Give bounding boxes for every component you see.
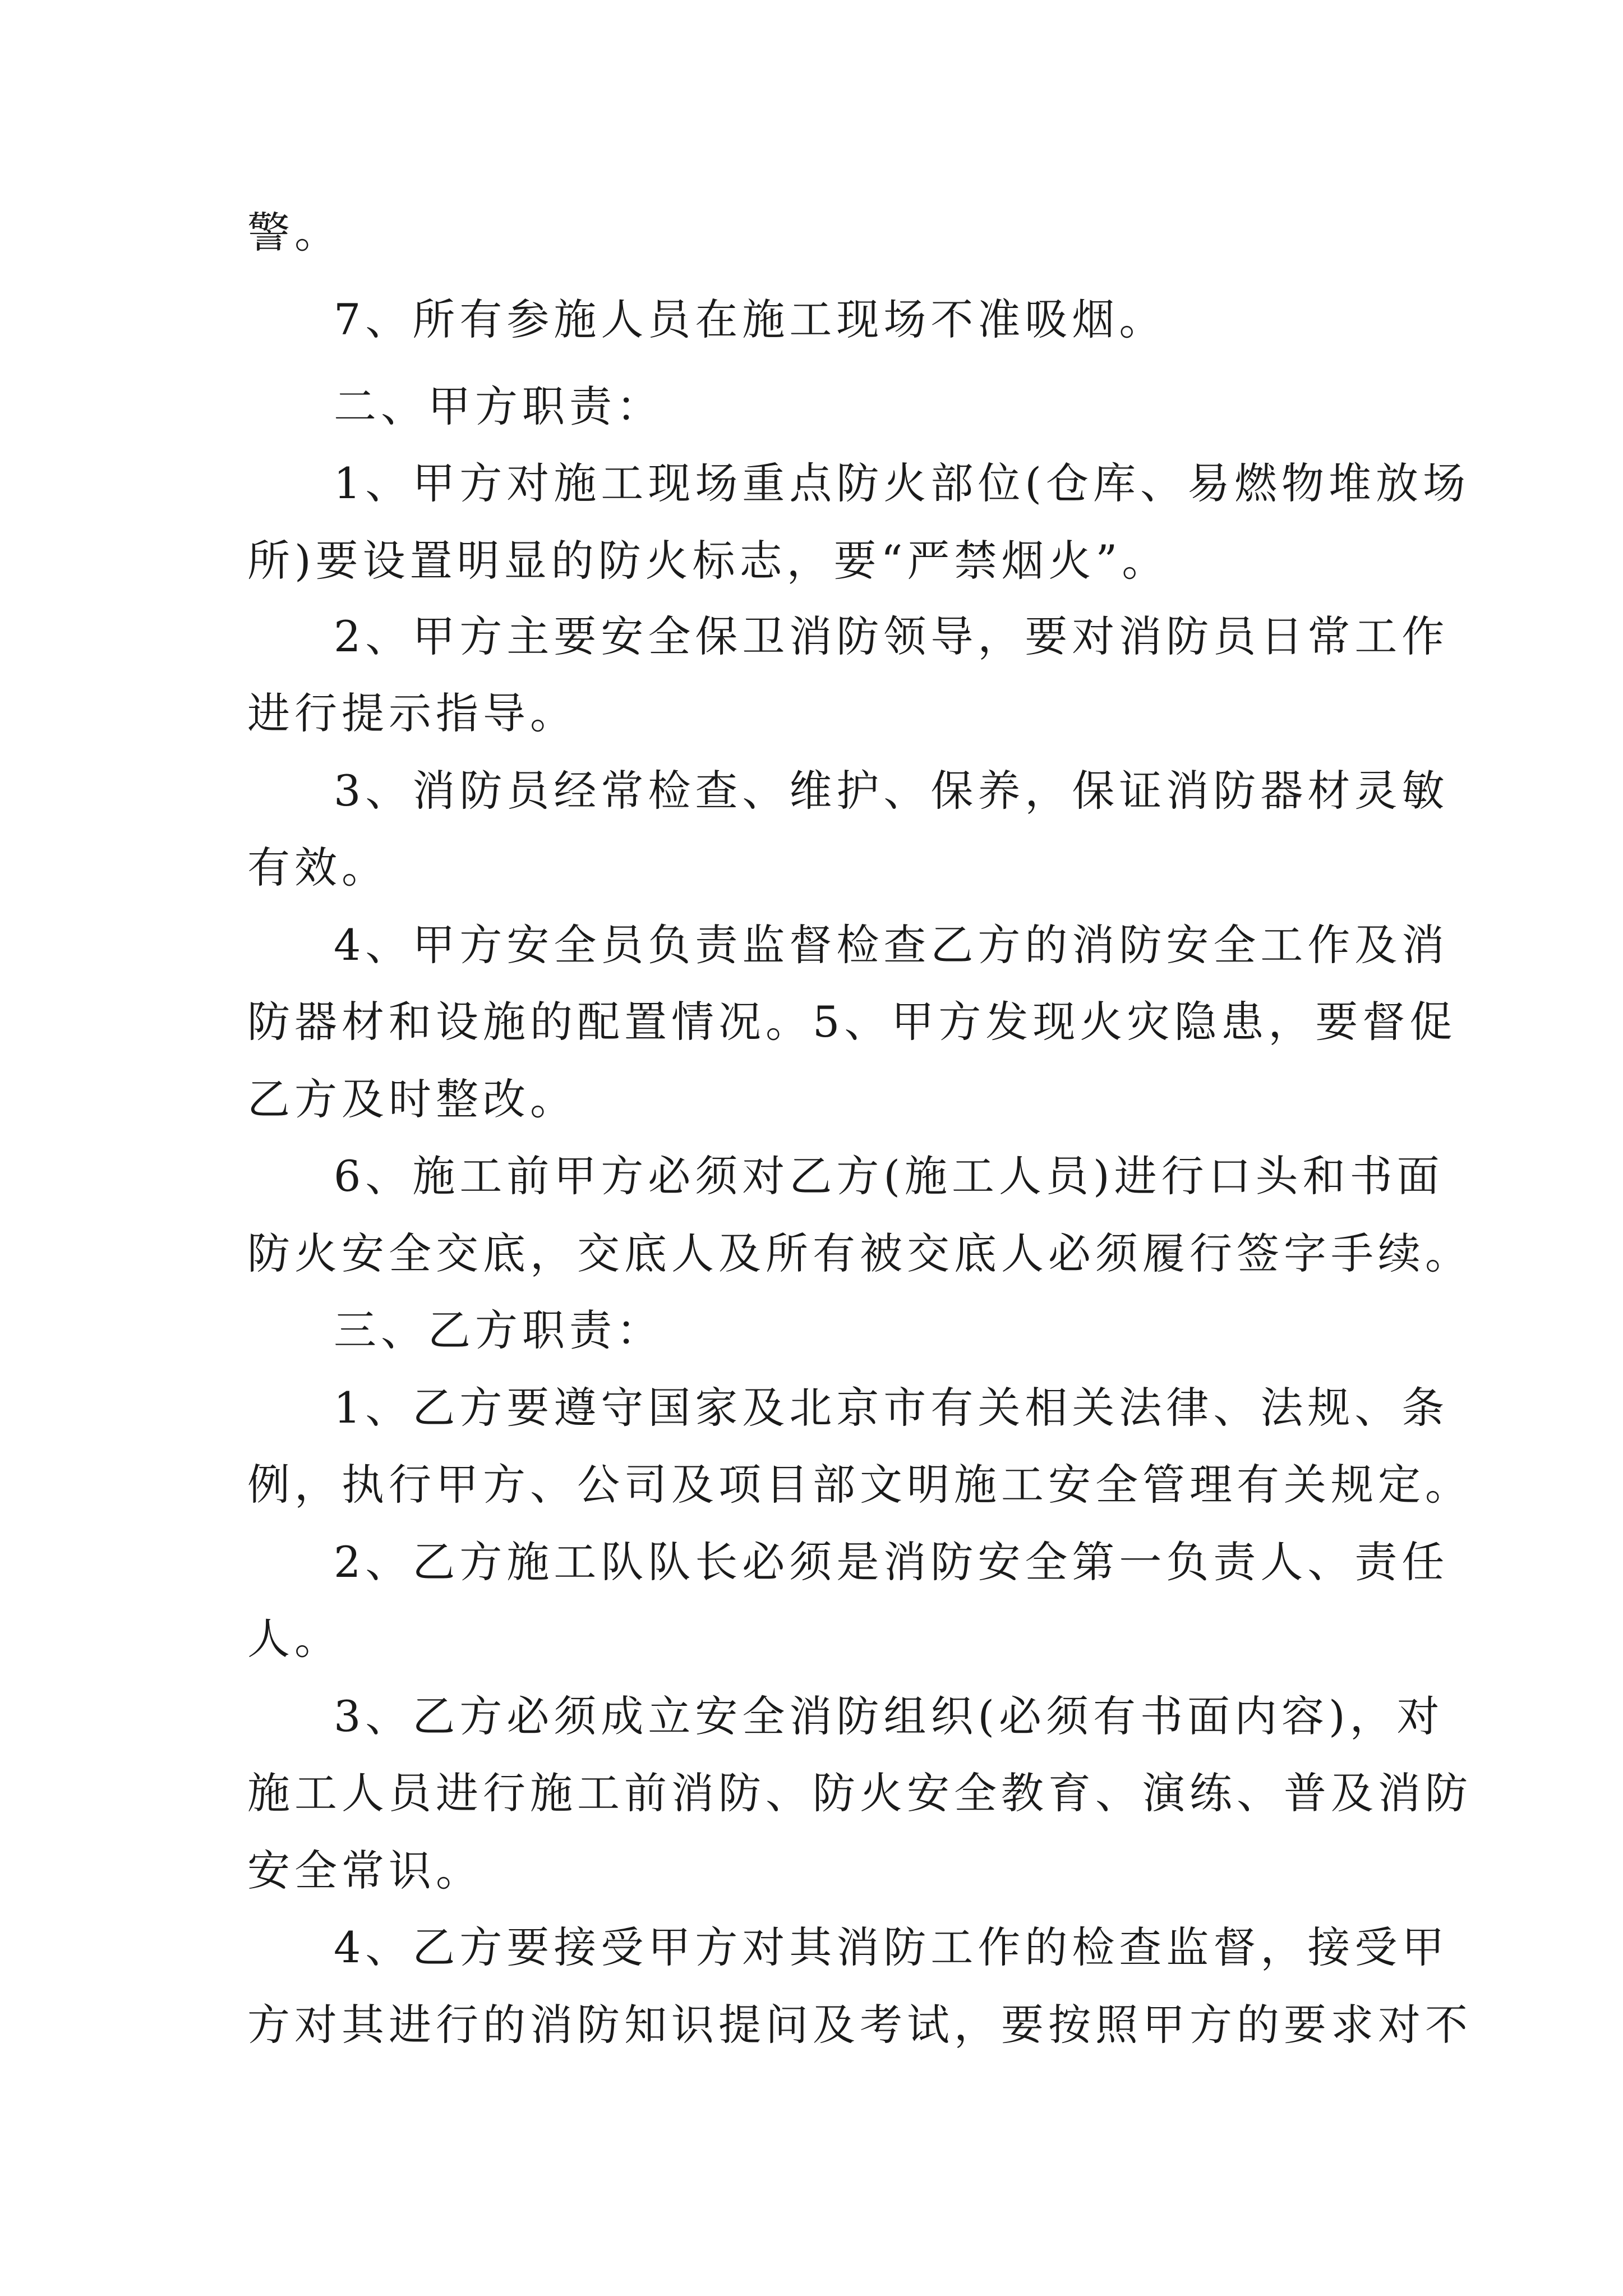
text-line: 防器材和设施的配置情况。5、甲方发现火灾隐患，要督促	[247, 997, 1457, 1047]
text-line: 7、所有参施人员在施工现场不准吸烟。	[334, 295, 1166, 344]
section-heading: 二、甲方职责：	[334, 381, 663, 431]
text-line: 6、施工前甲方必须对乙方(施工人员)进行口头和书面	[334, 1151, 1444, 1201]
text-line: 3、消防员经常检查、维护、保养，保证消防器材灵敏	[334, 766, 1449, 816]
text-line: 所)要设置明显的防火标志，要“严禁烟火”。	[247, 536, 1169, 586]
text-line: 4、甲方安全员负责监督检查乙方的消防安全工作及消	[334, 920, 1449, 970]
text-line: 4、乙方要接受甲方对其消防工作的检查监督，接受甲	[334, 1922, 1449, 1972]
text-line: 方对其进行的消防知识提问及考试，要按照甲方的要求对不	[247, 2000, 1472, 2050]
text-line: 1、乙方要遵守国家及北京市有关相关法律、法规、条	[334, 1383, 1449, 1433]
text-line: 进行提示指导。	[247, 688, 577, 738]
text-line: 警。	[247, 208, 342, 257]
text-line: 3、乙方必须成立安全消防组织(必须有书面内容)，对	[334, 1691, 1444, 1741]
text-line: 施工人员进行施工前消防、防火安全教育、演练、普及消防	[247, 1768, 1472, 1818]
section-heading: 三、乙方职责：	[334, 1305, 663, 1355]
text-line: 1、甲方对施工现场重点防火部位(仓库、易燃物堆放场	[334, 458, 1470, 508]
text-line: 2、乙方施工队队长必须是消防安全第一负责人、责任	[334, 1537, 1449, 1587]
text-line: 2、甲方主要安全保卫消防领导，要对消防员日常工作	[334, 611, 1449, 661]
text-line: 安全常识。	[247, 1846, 483, 1895]
text-line: 防火安全交底，交底人及所有被交底人必须履行签字手续。	[247, 1228, 1472, 1278]
text-line: 有效。	[247, 843, 389, 892]
text-line: 例，执行甲方、公司及项目部文明施工安全管理有关规定。	[247, 1460, 1472, 1510]
text-line: 人。	[247, 1614, 342, 1664]
text-line: 乙方及时整改。	[247, 1074, 577, 1124]
